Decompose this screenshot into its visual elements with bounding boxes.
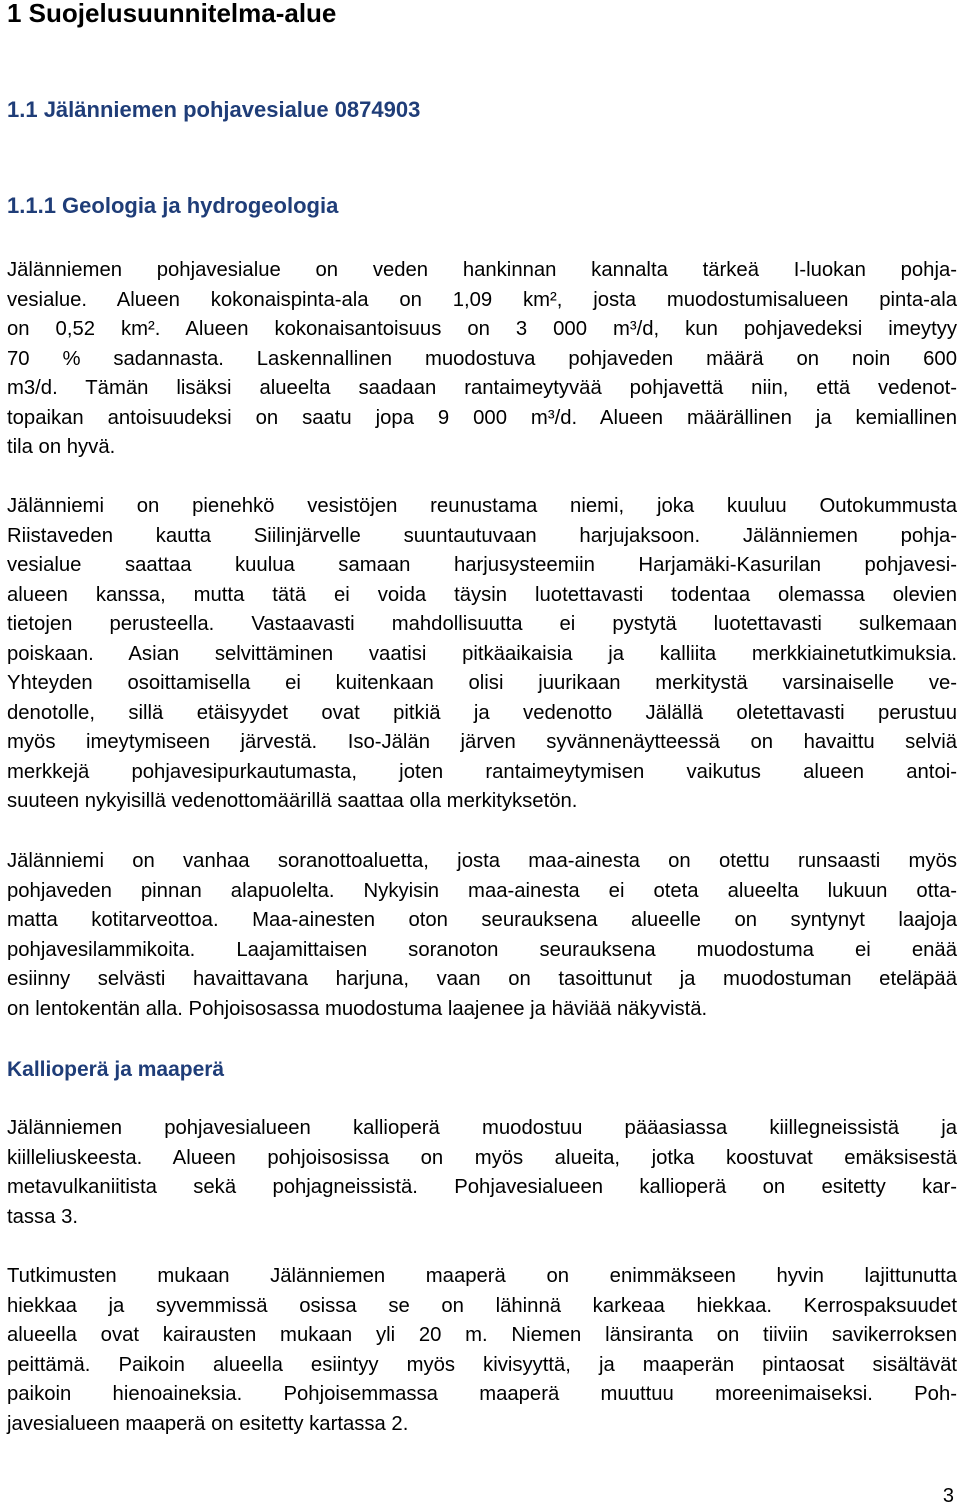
- paragraph-line: myös imeytymiseen järvestä. Iso-Jälän järven syvännenäytteessä on havaittu selviä: [7, 731, 957, 753]
- paragraph-hydrogeology-intro: [7, 256, 957, 463]
- paragraph-line: pohjavesilammikoita. Laajamittaisen soranoton seurauksena muodostuma ei enää: [7, 938, 957, 961]
- paragraph-line: topaikan antoisuudeksi on saatu jopa 9 000 m³/d. Alueen määrällinen ja kemiallinen: [7, 406, 957, 429]
- paragraph-line: kiilleliuskeesta. Alueen pohjoisosissa on myös alueita, jotka koostuvat emäksisestä: [7, 1146, 957, 1169]
- paragraph-soil: [7, 1262, 957, 1439]
- paragraph-line: hiekkaa ja syvemmissä osissa se on lähinnä karkeaa hiekkaa. Kerrospaksuudet: [7, 1294, 957, 1317]
- paragraph-line: Yhteyden osoittamisella ei kuitenkaan olisi juurikaan merkitystä varsinaiselle ve-: [7, 672, 957, 694]
- paragraph-line: vesialue. Alueen kokonaispinta-ala on 1,09 km², josta muodostumisalueen pinta-ala: [7, 288, 957, 311]
- paragraph-line: suuteen nykyisillä vedenottomäärillä saattaa olla merkityksetön.: [7, 790, 578, 812]
- paragraph-line: matta kotitarveottoa. Maa-ainesten oton seurauksena alueelle on syntynyt laajoja: [7, 909, 957, 931]
- paragraph-line: esiinny selvästi havaittavana harjuna, vaan on tasoittunut ja muodostuman eteläpää: [7, 968, 957, 990]
- paragraph-line: denotolle, sillä etäisyydet ovat pitkiä ja vedenotto Jälällä oletettavasti perustuu: [7, 701, 957, 724]
- paragraph-esker-system: [7, 492, 957, 817]
- paragraph-line: Tutkimusten mukaan Jälänniemen maaperä on enimmäkseen hyvin lajittunutta: [7, 1265, 957, 1287]
- paragraph-line: paikoin hienoaineksia. Pohjoisemmassa maaperä muuttuu moreenimaiseksi. Poh-: [7, 1383, 957, 1405]
- page-number: 3: [942, 1485, 954, 1507]
- paragraph-line: alueen kanssa, mutta tätä ei voida täysin luotettavasti todentaa olemassa olevien: [7, 583, 957, 606]
- paragraph-line: m3/d. Tämän lisäksi alueelta saadaan rantaimeytyvää pohjavettä niin, että vedenot-: [7, 377, 957, 399]
- subheading-bedrock-soil: Kallioperä ja maaperä: [7, 1058, 225, 1081]
- paragraph-line: tila on hyvä.: [7, 436, 116, 458]
- paragraph-line: tassa 3.: [7, 1205, 79, 1228]
- paragraph-line: 70 % sadannasta. Laskennallinen muodostuva pohjaveden määrä on noin 600: [7, 347, 957, 370]
- paragraph-line: Riistaveden kautta Siilinjärvelle suuntautuvaan harjujaksoon. Jälänniemen pohja-: [7, 524, 957, 547]
- paragraph-line: peittämä. Paikoin alueella esiintyy myös kivisyyttä, ja maaperän pintaosat sisältävät: [7, 1353, 957, 1376]
- paragraph-line: vesialue saattaa kuulua samaan harjusysteemiin Harjamäki-Kasurilan pohjavesi-: [7, 554, 957, 576]
- paragraph-line: alueella ovat kairausten mukaan yli 20 m. Niemen länsiranta on tiiviin savikerroksen: [7, 1324, 957, 1346]
- paragraph-line: Jälänniemen pohjavesialue on veden hankinnan kannalta tärkeä I-luokan pohja-: [7, 259, 957, 281]
- section-heading: 1.1 Jälänniemen pohjavesialue 0874903: [7, 97, 421, 122]
- subsection-heading: 1.1.1 Geologia ja hydrogeologia: [7, 193, 339, 218]
- paragraph-gravel-extraction: [7, 847, 957, 1024]
- paragraph-line: Jälänniemen pohjavesialueen kallioperä muodostuu pääasiassa kiillegneissistä ja: [7, 1117, 957, 1139]
- paragraph-line: on 0,52 km². Alueen kokonaisantoisuus on 3 000 m³/d, kun pohjavedeksi imeytyy: [7, 318, 957, 340]
- paragraph-line: Jälänniemi on vanhaa soranottoaluetta, josta maa-ainesta on otettu runsaasti myös: [7, 850, 957, 872]
- chapter-heading: 1 Suojelusuunnitelma-alue: [7, 0, 337, 28]
- paragraph-line: tietojen perusteella. Vastaavasti mahdollisuutta ei pystytä luotettavasti sulkemaan: [7, 613, 957, 635]
- paragraph-line: Jälänniemi on pienehkö vesistöjen reunustama niemi, joka kuuluu Outokummusta: [7, 495, 957, 517]
- paragraph-line: merkkejä pohjavesipurkautumasta, joten rantaimeytymisen vaikutus alueen antoi-: [7, 760, 957, 783]
- paragraph-bedrock: [7, 1114, 957, 1232]
- paragraph-line: poiskaan. Asian selvittäminen vaatisi pitkäaikaisia ja kalliita merkkiainetutkimuksia.: [7, 642, 957, 665]
- paragraph-line: pohjaveden pinnan alapuolelta. Nykyisin maa-ainesta ei oteta alueelta lukuun otta-: [7, 879, 957, 902]
- paragraph-line: metavulkaniitista sekä pohjagneissistä. Pohjavesialueen kallioperä on esitetty kar-: [7, 1176, 957, 1198]
- paragraph-line: javesialueen maaperä on esitetty kartassa 2.: [7, 1412, 409, 1435]
- paragraph-line: on lentokentän alla. Pohjoisosassa muodostuma laajenee ja häviää näkyvistä.: [7, 997, 708, 1020]
